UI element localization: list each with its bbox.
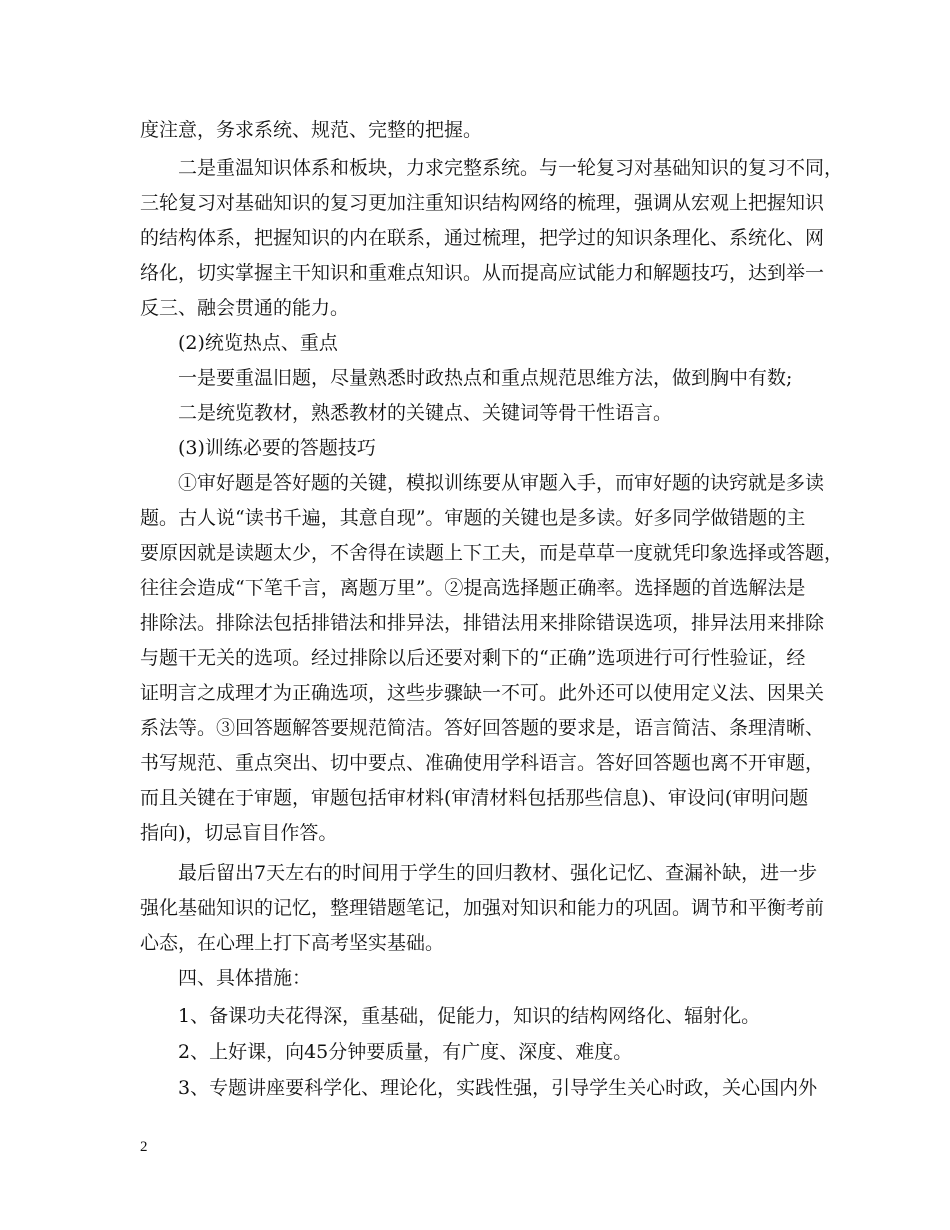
text-line: 最后留出7天左右的时间用于学生的回归教材、强化记忆、查漏补缺，进一步	[178, 862, 818, 884]
text-line: 排除法。排除法包括排错法和排异法，排错法用来排除错误选项，排异法用来排除	[140, 612, 825, 634]
list-item: 3、专题讲座要科学化、理论化，实践性强，引导学生关心时政，关心国内外	[178, 1077, 818, 1099]
text-line: 心态，在心理上打下高考坚实基础。	[140, 932, 445, 954]
text-line: 书写规范、重点突出、切中要点、准确使用学科语言。答好回答题也离不开审题，	[140, 752, 825, 774]
list-item: 1、备课功夫花得深，重基础，促能力，知识的结构网络化、辐射化。	[178, 1005, 761, 1027]
text-line: 度注意，务求系统、规范、完整的把握。	[140, 119, 483, 141]
page-number: 2	[140, 1139, 148, 1155]
text-line: 系法等。③回答题解答要规范简洁。答好回答题的要求是，语言简洁、条理清晰、	[140, 717, 825, 739]
text-line: 往往会造成“下笔千言，离题万里”。②提高选择题正确率。选择题的首选解法是	[140, 577, 806, 599]
text-line: 络化，切实掌握主干知识和重难点知识。从而提高应试能力和解题技巧，达到举一	[140, 262, 825, 284]
text-line: 二是重温知识体系和板块，力求完整系统。与一轮复习对基础知识的复习不同，	[178, 157, 844, 179]
section-heading: 四、具体措施：	[178, 967, 312, 989]
text-line: 题。古人说“读书千遍，其意自现”。审题的关键也是多读。好多同学做错题的主	[140, 507, 806, 529]
text-line: ①审好题是答好题的关键，模拟训练要从审题入手，而审好题的诀窍就是多读	[178, 472, 825, 494]
text-line: 三轮复习对基础知识的复习更加注重知识结构网络的梳理，强调从宏观上把握知识	[140, 192, 825, 214]
text-line: 与题干无关的选项。经过排除以后还要对剩下的“正确”选项进行可行性验证，经	[140, 647, 806, 669]
section-heading: (3)训练必要的答题技巧	[178, 437, 376, 459]
list-item: 2、上好课，向45分钟要质量，有广度、深度、难度。	[178, 1041, 633, 1063]
text-line: 而且关键在于审题，审题包括审材料(审清材料包括那些信息)、审设问(审明问题	[140, 787, 809, 809]
text-line: 指向)，切忌盲目作答。	[140, 822, 338, 844]
text-line: 一是要重温旧题，尽量熟悉时政热点和重点规范思维方法，做到胸中有数;	[178, 367, 793, 389]
text-line: 的结构体系，把握知识的内在联系，通过梳理，把学过的知识条理化、系统化、网	[140, 227, 825, 249]
text-line: 二是统览教材，熟悉教材的关键点、关键词等骨干性语言。	[178, 402, 673, 424]
section-heading: (2)统览热点、重点	[178, 332, 338, 354]
text-line: 强化基础知识的记忆，整理错题笔记，加强对知识和能力的巩固。调节和平衡考前	[140, 897, 825, 919]
text-line: 证明言之成理才为正确选项，这些步骤缺一不可。此外还可以使用定义法、因果关	[140, 682, 825, 704]
text-line: 反三、融会贯通的能力。	[140, 297, 350, 319]
text-line: 要原因就是读题太少，不舍得在读题上下工夫，而是草草一度就凭印象选择或答题，	[140, 542, 844, 564]
